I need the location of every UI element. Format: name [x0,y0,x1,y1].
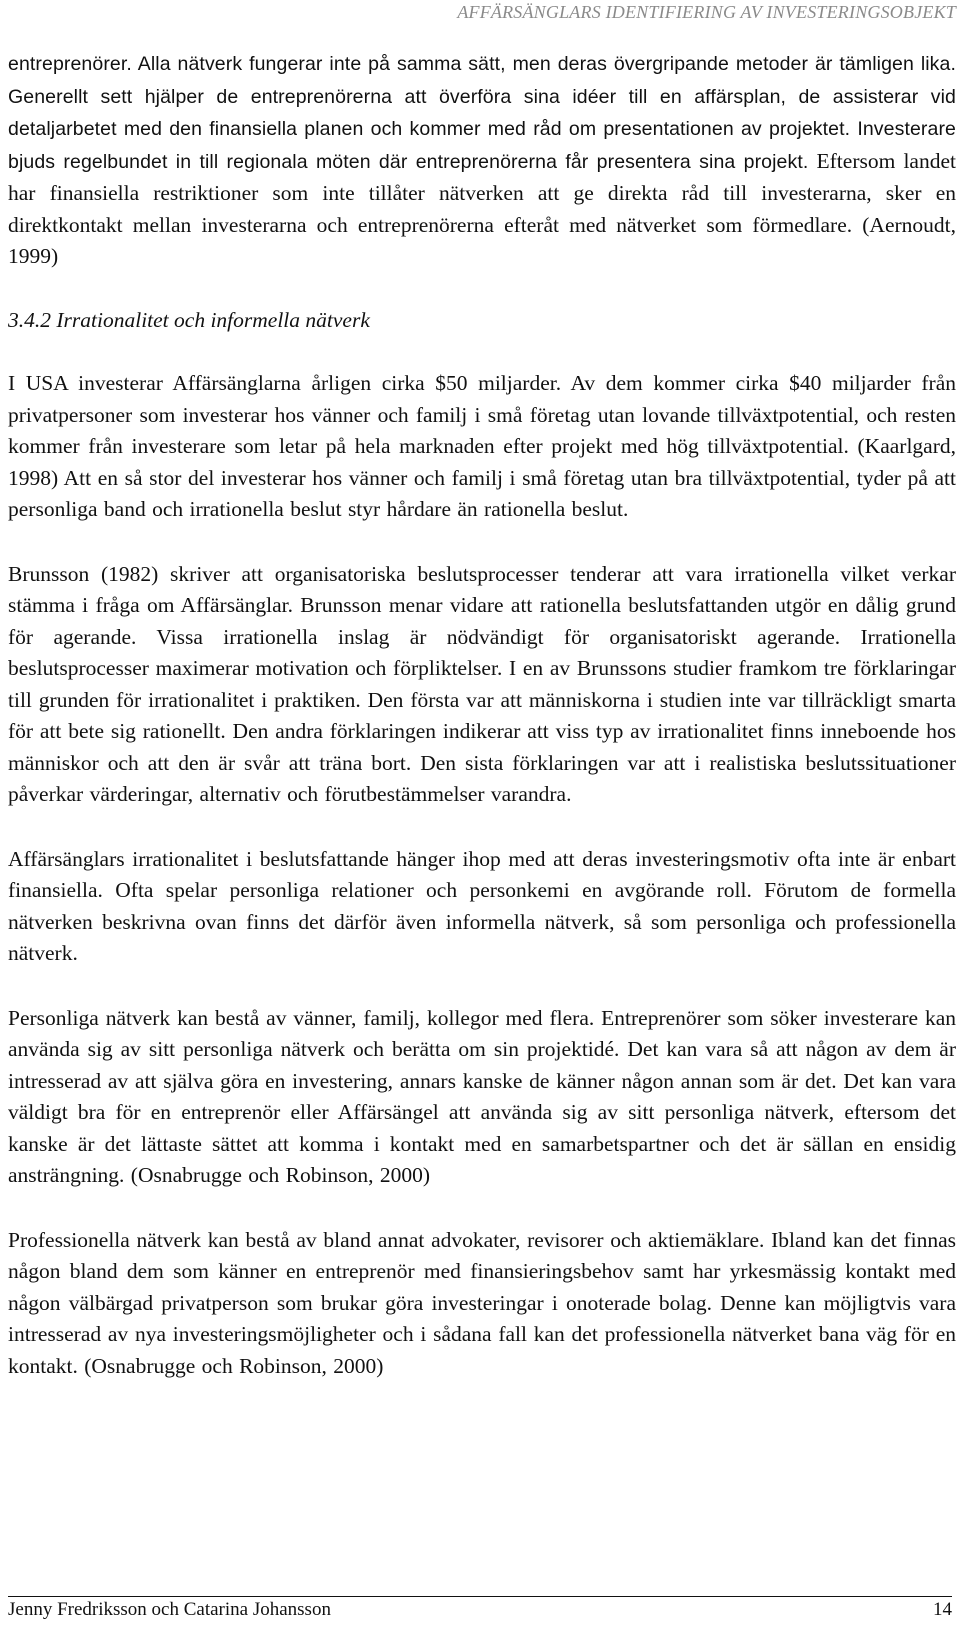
paragraph-professional-networks: Professionella nätverk kan bestå av bland annat advokater, revisorer och aktiemäklare. Ibland kan det finnas någon bland dem som känner en entreprenör med finansieringsbehov samt har yrkesmässig kontakt med någon välbärgad privatperson som brukar göra investeringar i onoterade bolag. Denne kan möjligtvis vara intresserad av nya investeringsmöjligheter och i sådana fall kan det professionella nätverket bana väg för en kontakt. (Osnabrugge och Robinson, 2000) [8,1227,956,1378]
page-footer [8,1596,952,1621]
running-header: AFFÄRSÄNGLARS IDENTIFIERING AV INVESTERINGSOBJEKT [457,2,956,22]
spacer [8,336,956,368]
spacer [8,1192,956,1225]
paragraph-networks [8,48,956,273]
paragraph-personal-networks: Personliga nätverk kan bestå av vänner, familj, kollegor med flera. Entreprenörer som söker investerare kan använda sig av sitt personliga nätverk och berätta om sin projektidé. Det kan vara så att någon av dem är intresserad av att själva göra en investering, annars kanske de känner någon annan som är det. Det kan vara väldigt bra för en entreprenör eller Affärsängel att använda sig av sitt personliga nätverk, eftersom det kanske är det lättaste sättet att komma i kontakt med en samarbetspartner och det är sällan en ensidig ansträngning. (Osnabrugge och Robinson, 2000) [8,1005,956,1187]
footer-authors: Jenny Fredriksson och Catarina Johansson [8,1599,331,1620]
spacer [8,526,956,559]
spacer [8,273,956,305]
paragraph-networks-sans-part: entreprenörer. Alla nätverk fungerar inte på samma sätt, men deras övergripande metoder är tämligen lika. Generellt sett hjälper de entreprenörerna att överföra sina idéer till en affärsplan, de assisterar vid detaljarbetet med den finansiella planen och kommer med råd om presentationen av projektet. Investerare bjuds regelbundet in till regionala möten där entreprenörerna får presentera sina projekt. [8,53,956,173]
paragraph-irrationality: Affärsänglars irrationalitet i beslutsfattande hänger ihop med att deras investeringsmotiv ofta inte är enbart finansiella. Ofta spelar personliga relationer och personkemi en avgörande roll. Förutom de formella nätverken beskrivna ovan finns det därför även informella nätverk, så som personliga och professionella nätverk. [8,846,956,965]
section-heading: 3.4.2 Irrationalitet och informella nätverk [8,307,370,332]
spacer [8,811,956,844]
page-number: 14 [933,1599,952,1620]
page-content [8,48,956,1382]
paragraph-networks-serif-part: Eftersom landet har finansiella restriktioner som inte tillåter nätverken att ge direkta råd till investerarna, sker en direktkontakt mellan investerarna och entreprenörerna efteråt med nätverket som förmedlare. (Aernoudt, 1999) [8,148,956,268]
paragraph-usa-investment: I USA investerar Affärsänglarna årligen cirka $50 miljarder. Av dem kommer cirka $40 miljarder från privatpersoner som investerar hos vänner och familj i små företag utan lovande tillväxtpotential, och resten kommer från investerare som letar på hela marknaden efter projekt med hög tillväxtpotential. (Kaarlgard, 1998) Att en så stor del investerar hos vänner och familj i små företag utan bra tillväxtpotential, tyder på att personliga band och irrationella beslut styr hårdare än rationella beslut. [8,371,956,521]
paragraph-brunsson: Brunsson (1982) skriver att organisatoriska beslutsprocesser tenderar att vara irrationella vilket verkar stämma i fråga om Affärsänglar. Brunsson menar vidare att rationella beslutsfattanden utgör en dålig grund för agerande. Vissa irrationella inslag är nödvändigt för organisatoriskt agerande. Irrationella beslutsprocesser maximerar motivation och förpliktelser. I en av Brunssons studier framkom tre förklaringar till grunden för irrationalitet i praktiken. Den första var att människorna i studien inte var tillräckligt smarta för att bete sig rationellt. Den andra förklaringen indikerar att viss typ av irrationalitet finns inneboende hos människor och att den är svår att träna bort. Den sista förklaringen var att i realistiska beslutssituationer påverkar värderingar, alternativ och förutbestämmelser varandra. [8,561,956,806]
spacer [8,970,956,1003]
